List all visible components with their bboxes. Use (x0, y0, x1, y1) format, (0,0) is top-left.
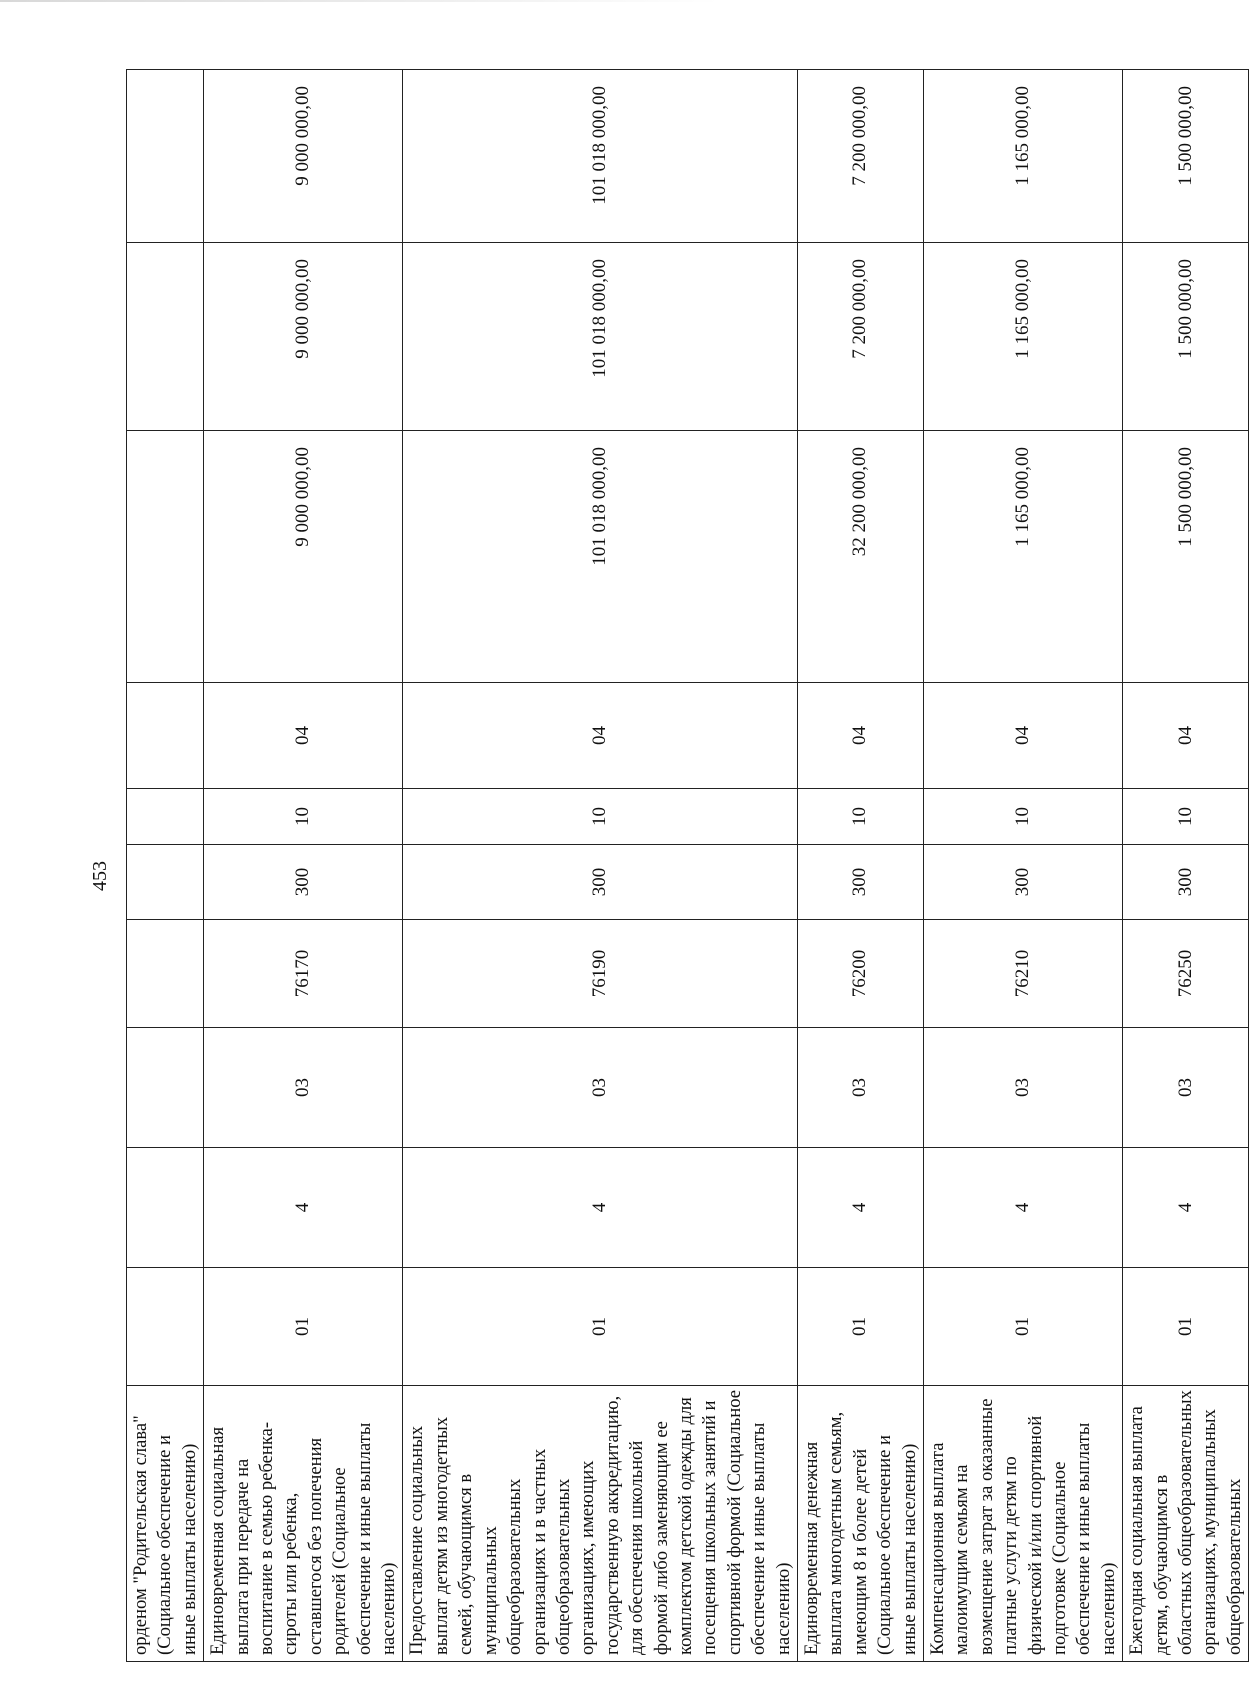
row-description: Компенсационная выплата малоимущим семьям на возмещение затрат за оказанные платные услуги детям по физической и/или спортивной подготовке (Социальное обеспечение и иные выплаты населению) (924, 1386, 1123, 1662)
program-code-cell: 01 (204, 1268, 403, 1386)
section-cell: 10 (403, 789, 798, 845)
amount-year1-cell (127, 431, 204, 683)
table-row (924, 70, 1123, 1662)
amount-year3-cell: 7 200 000,00 (797, 70, 923, 243)
main-activity-code-cell: 03 (1123, 1028, 1249, 1148)
section-cell: 10 (924, 789, 1123, 845)
expense-type-cell (127, 845, 204, 920)
direction-code-cell (127, 920, 204, 1028)
section-cell (127, 789, 204, 845)
amount-year1-cell: 1 165 000,00 (924, 431, 1123, 683)
section-cell: 10 (797, 789, 923, 845)
amount-year2-cell: 101 018 000,00 (403, 243, 798, 431)
table-row (403, 70, 798, 1662)
direction-code-cell: 76210 (924, 920, 1123, 1028)
amount-year2-cell (127, 243, 204, 431)
table-row (797, 70, 923, 1662)
amount-year3-cell: 9 000 000,00 (204, 70, 403, 243)
main-activity-code-cell: 03 (924, 1028, 1123, 1148)
program-code-cell: 01 (924, 1268, 1123, 1386)
amount-year1-cell: 1 500 000,00 (1123, 431, 1249, 683)
row-description: Единовременная денежная выплата многодетным семьям, имеющим 8 и более детей (Социальное обеспечение и иные выплаты населению) (797, 1386, 923, 1662)
amount-year2-cell: 7 200 000,00 (797, 243, 923, 431)
row-description: Единовременная социальная выплата при передаче на воспитание в семью ребенка-сироты или ребенка, оставшегося без попечения родителей (Социальное обеспечение и иные выплаты населению) (204, 1386, 403, 1662)
budget-table-rotated (126, 70, 1245, 1662)
amount-year2-cell: 1 500 000,00 (1123, 243, 1249, 431)
table-row (127, 70, 204, 1662)
main-activity-code-cell (127, 1028, 204, 1148)
amount-year1-cell: 32 200 000,00 (797, 431, 923, 683)
amount-year1-cell: 101 018 000,00 (403, 431, 798, 683)
row-description: орденом "Родительская слава" (Социальное обеспечение и иные выплаты населению) (127, 1386, 204, 1662)
amount-year2-cell: 1 165 000,00 (924, 243, 1123, 431)
expense-type-cell: 300 (797, 845, 923, 920)
row-description: Предоставление социальных выплат детям из многодетных семей, обучающимся в муниципальных общеобразовательных организациях и в частных общеобразовательных организациях, имеющих государственную аккредитацию, для обеспечения школьной формой либо заменяющим ее комплектом детской одежды для посещения школьных занятий и спортивной формой (Социальное обеспечение и иные выплаты населению) (403, 1386, 798, 1662)
direction-code-cell: 76250 (1123, 920, 1249, 1028)
subprogram-code-cell: 4 (1123, 1148, 1249, 1268)
table-row (204, 70, 403, 1662)
subprogram-code-cell (127, 1148, 204, 1268)
subsection-cell (127, 683, 204, 789)
section-cell: 10 (204, 789, 403, 845)
table-row (1123, 70, 1249, 1662)
main-activity-code-cell: 03 (403, 1028, 798, 1148)
amount-year2-cell: 9 000 000,00 (204, 243, 403, 431)
subprogram-code-cell: 4 (403, 1148, 798, 1268)
program-code-cell: 01 (403, 1268, 798, 1386)
amount-year3-cell: 1 500 000,00 (1123, 70, 1249, 243)
main-activity-code-cell: 03 (797, 1028, 923, 1148)
direction-code-cell: 76190 (403, 920, 798, 1028)
budget-table (126, 69, 1249, 1662)
subsection-cell: 04 (924, 683, 1123, 789)
subsection-cell: 04 (403, 683, 798, 789)
subprogram-code-cell: 4 (204, 1148, 403, 1268)
subprogram-code-cell: 4 (797, 1148, 923, 1268)
main-activity-code-cell: 03 (204, 1028, 403, 1148)
program-code-cell: 01 (1123, 1268, 1249, 1386)
subsection-cell: 04 (204, 683, 403, 789)
amount-year1-cell: 9 000 000,00 (204, 431, 403, 683)
direction-code-cell: 76170 (204, 920, 403, 1028)
amount-year3-cell: 1 165 000,00 (924, 70, 1123, 243)
program-code-cell: 01 (797, 1268, 923, 1386)
program-code-cell (127, 1268, 204, 1386)
table-body (127, 70, 1249, 1662)
amount-year3-cell: 101 018 000,00 (403, 70, 798, 243)
page-number: 453 (89, 861, 111, 891)
row-description: Ежегодная социальная выплата детям, обучающимся в областных общеобразовательных организациях, муниципальных общеобразовательных (1123, 1386, 1249, 1662)
section-cell: 10 (1123, 789, 1249, 845)
scan-edge-artifact (0, 0, 720, 2)
expense-type-cell: 300 (924, 845, 1123, 920)
subsection-cell: 04 (797, 683, 923, 789)
direction-code-cell: 76200 (797, 920, 923, 1028)
amount-year3-cell (127, 70, 204, 243)
subsection-cell: 04 (1123, 683, 1249, 789)
expense-type-cell: 300 (204, 845, 403, 920)
subprogram-code-cell: 4 (924, 1148, 1123, 1268)
expense-type-cell: 300 (403, 845, 798, 920)
expense-type-cell: 300 (1123, 845, 1249, 920)
